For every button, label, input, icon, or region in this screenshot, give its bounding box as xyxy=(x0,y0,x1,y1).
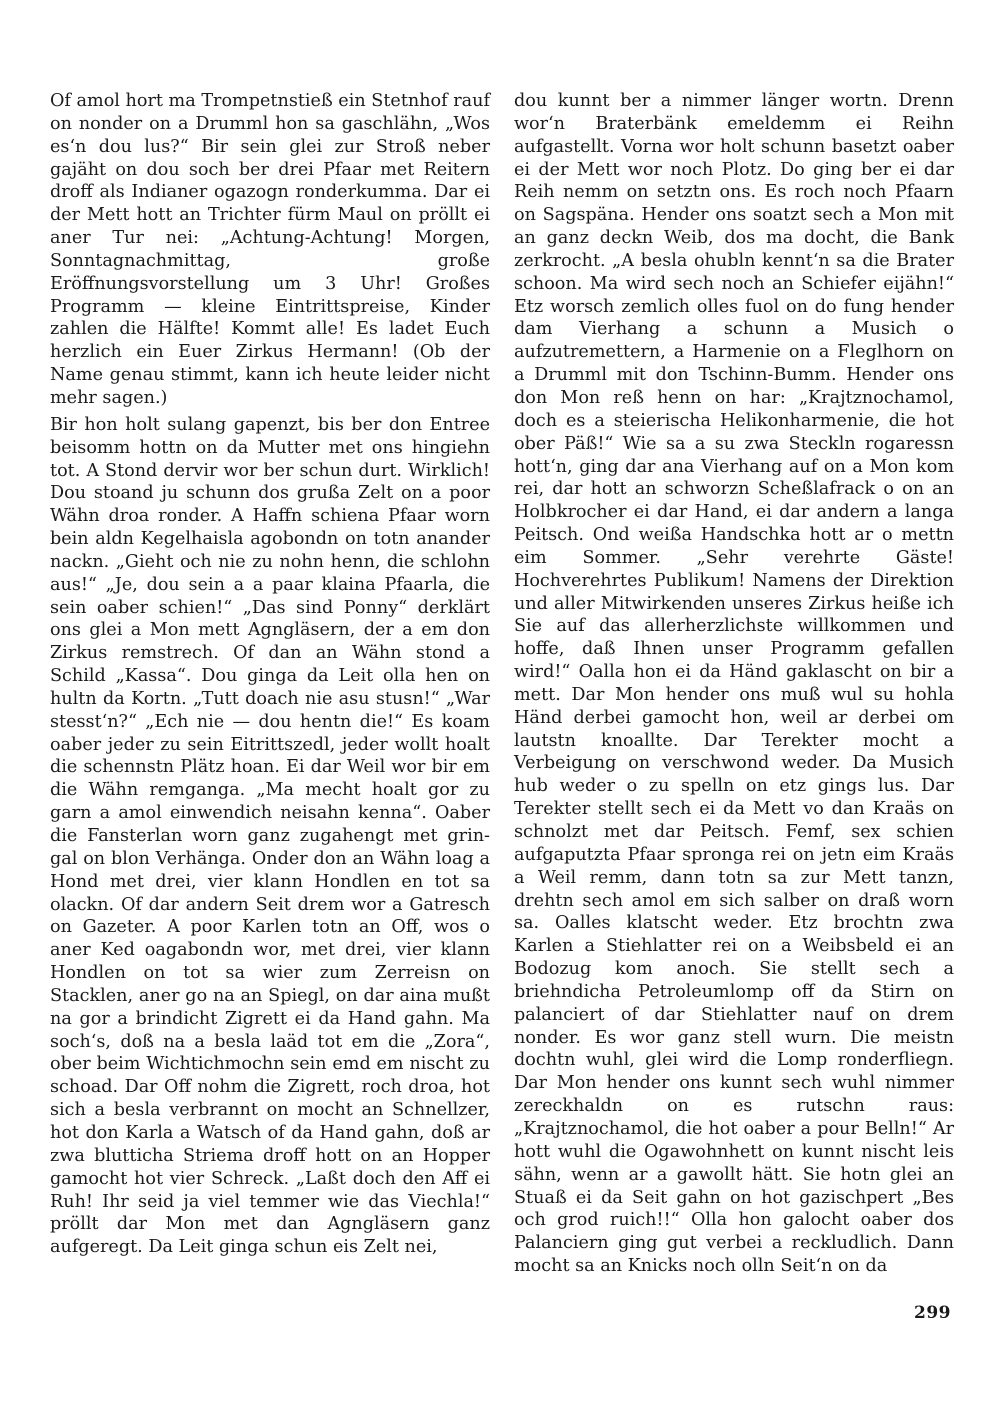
paragraph: dou kunnt ber a nimmer länger wortn. Drenn wor‘n Braterbänk emeldemm ei Reihn aufgastellt. Vorna wor holt schunn basetzt oaber ei der Mett wor noch Plotz. Do ging ber ei dar Reih nemm on setztn ons. Es roch noch Pfaarn on Sagspäna. Hender ons soatzt sech a Mon mit an ganz deckn Weib, dos ma docht, die Bank zerkrocht. „A besla ohubln kennt‘n sa die Brater schoon. Ma wird sech noch an Schiefer eijähn!“ Etz worsch zemlich olles fuol on do fung hender dam Vierhang a schunn a Musich o aufzutremettern, a Harmenie on a Fleglhorn on a Drumml mit don Tschinn-Bumm. Hender ons don Mon reß henn on har: „Krajtznochamol, doch es a steierischa Helikonharmenie, die hot ober Päß!“ Wie sa a su zwa Steckln rogaressn hott‘n, ging dar ana Vierhang auf on a Mon kom rei, dar hott an schworzn Scheßlafrack o on an Holbkrocher ei dar Hand, ei dar andern a langa Peitsch. Ond weißa Handschka hott ar o mettn eim Sommer. „Sehr verehrte Gäste! Hochverehrtes Publikum! Namens der Direktion und aller Mitwirkenden unseres Zirkus heiße ich Sie auf das allerherzlichste willkommen und hoffe, daß Ihnen unser Programm gefallen wird!“ Oalla hon ei da Händ gaklascht on bir a mett. Dar Mon hender ons muß wul su hohla Händ derbei gamocht hon, weil ar derbei om lautstn knoallte. Dar Terekter mocht a Verbeigung on verschwond weder. Da Musich hub weder o zu spelln on etz gings lus. Dar Terekter stellt sech ei da Mett vo dan Kraäs on schnolzt met dar Peitsch. Femf, sex schien aufgaputzta Pfaar spronga rei on jetn eim Kraäs a Weil remm, dann totn sa zur Mett tanzn, drehtn sech amol em sich salber on draß worn sa. Oalles klatscht weder. Etz brochtn zwa Karlen a Stiehlatter rei on a Weibsbeld ei an Bodozug kom anoch. Sie stellt sech a briehndicha Petroleumlomp off da Stirn on palanciert of dar Stiehlatter nauf on drem nonder. Es wor ganz stell wurn. Die meistn dochtn wuhl, glei wird die Lomp ronderfliegn. Dar Mon hender ons kunnt sech wuhl nimmer zereckhaldn on es rutschn raus: „Krajtznochamol, die hot oaber a pour Belln!“ Ar hott wuhl die Ogawohnhett on kunnt nischt leis sähn, wenn ar a gawollt hätt. Sie hotn glei an Stuaß ei da Seit gahn on hot gazischpert „Bes och grod ruich!!“ Olla hon galocht oaber dos Palanciern ging gut verbei a reckludlich. Dann mocht sa an Knicks noch olln Seit‘n on da xyxy=(514,91,954,1277)
paragraph: Bir hon holt sulang gapenzt, bis ber don Entree beisomm hottn on da Mutter met ons hingiehn tot. A Stond dervir wor ber schun durt. Wirklich! Dou stoand ju schunn dos grußa Zelt on a poor Wähn droa ronder. A Haffn schiena Pfaar worn bein aldn Kegelhaisla agobondn on totn anander nackn. „Gieht och nie zu nohn henn, die schlohn aus!“ „Je, dou sein a a paar klaina Pfaarla, die sein oaber schien!“ „Das sind Ponny“ derklärt ons glei a Mon mett Agngläsern, der a em don Zirkus remstrech. Of dan an Wähn stond a Schild „Kassa“. Dou ginga da Leit olla hen on hultn da Kortn. „Tutt doach nie asu stusn!“ „War stesst‘n?“ „Ech nie — dou hentn die!“ Es koam oaber jeder zu sein Eitrittszedl, jeder wollt hoalt die schennstn Plätz hoan. Ei dar Weil wor bir em die Wähn remganga. „Ma mecht hoalt gor zu garn a amol einwendich neisahn kenna“. Oaber die Fansterlan worn ganz zugahengt met grin-gal on blon Verhänga. Onder don an Wähn loag a Hond met drei, vier klann Hondlen en tot sa olackn. Of dar andern Seit drem wor a Gatresch on Gazeter. A poor Karlen totn an Off, wos o aner Ked oagabondn wor, met drei, vier klann Hondlen on tot sa wier zum Zerreisn on Stacklen, aner go na an Spiegl, on dar aina mußt na gor a brindicht Zigrett ei da Hand gahn. Ma soch‘s, doß na a besla laäd tot em die „Zora“, ober beim Wichtichmochn sein emd em nischt zu schoad. Dar Off nohm die Zigrett, roch droa, hot sich a besla verbrannt on mocht an Schnellzer, hot don Karla a Watsch of da Hand gahn, doß ar zwa blutticha Striema droff hott on an Hopper gamocht hot vier Schreck. „Laßt doch den Aff ei Ruh! Ihr seid ja viel temmer wie das Viechla!“ pröllt dar Mon met dan Agngläsern ganz aufgeregt. Da Leit ginga schun eis Zelt nei, xyxy=(50,414,490,1258)
text-column-right xyxy=(514,90,954,1278)
text-column-left xyxy=(50,90,490,1259)
page-number: 299 xyxy=(914,1303,951,1323)
paragraph: Of amol hort ma Trompetnstieß ein Stetnhof rauf on nonder on a Drumml hon sa gaschlähn, „Wos es‘n dou lus?“ Bir sein glei zur Stroß neber gajäht on dou soch ber drei Pfaar met Reitern droff als Indianer ogazogn ronderkumma. Dar ei der Mett hott an Trichter fürm Maul on pröllt ei aner Tur nei: „Achtung-Achtung! Morgen, Sonntagnachmittag, große Eröffnungsvorstellung um 3 Uhr! Großes Programm — kleine Eintrittspreise, Kinder zahlen die Hälfte! Kommt alle! Es ladet Euch herzlich ein Euer Zirkus Hermann! (Ob der Name genau stimmt, kann ich heute leider nicht mehr sagen.) xyxy=(50,91,490,408)
